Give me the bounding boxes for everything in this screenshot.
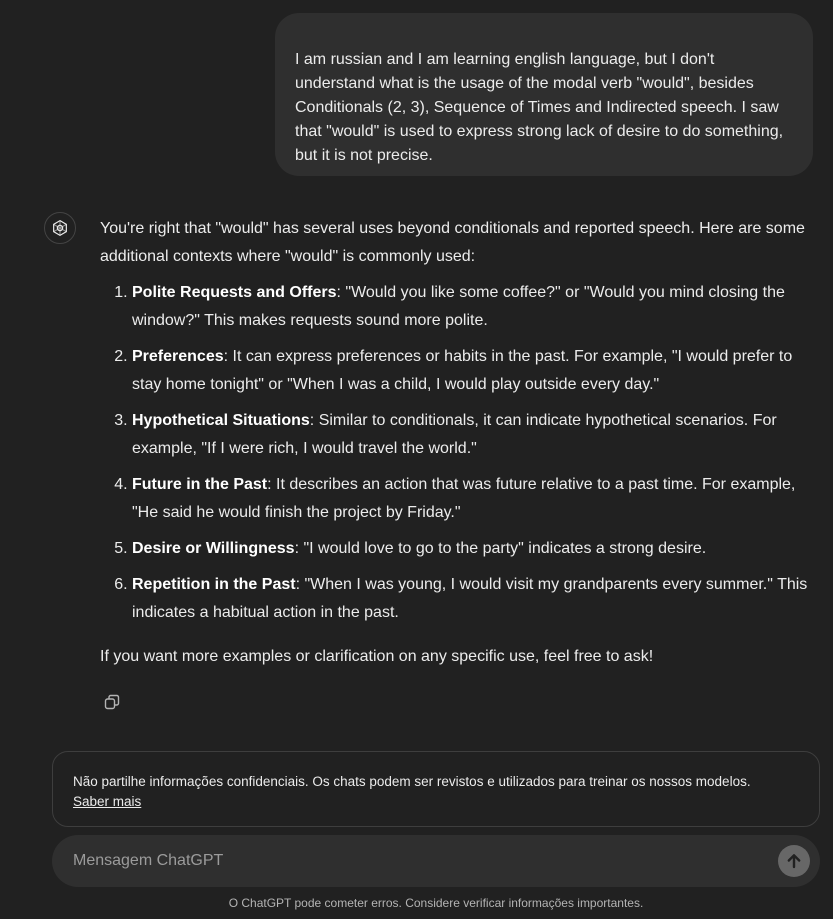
list-item-title: Polite Requests and Offers — [132, 284, 337, 301]
message-composer — [52, 835, 820, 887]
list-item-text: : "When I was young, I would visit my grandparents every summer." This indicates a habitual action in the past. — [132, 576, 808, 621]
list-item — [132, 471, 818, 527]
usage-list — [100, 279, 818, 627]
copy-button[interactable] — [101, 692, 123, 712]
user-message-bubble — [275, 13, 813, 176]
list-item-text: : "Would you like some coffee?" or "Would you mind closing the window?" This makes requests sound more polite. — [132, 284, 785, 329]
list-item-text: : It describes an action that was future relative to a past time. For example, "He said he would finish the project by Friday." — [132, 476, 796, 521]
privacy-notice — [52, 751, 820, 827]
list-item — [132, 279, 818, 335]
assistant-closing: If you want more examples or clarification on any specific use, feel free to ask! — [100, 648, 654, 665]
copy-icon — [104, 694, 120, 710]
list-item-title: Hypothetical Situations — [132, 412, 310, 429]
message-input[interactable] — [52, 835, 778, 887]
list-item — [132, 535, 818, 563]
arrow-up-icon — [785, 852, 803, 870]
assistant-avatar — [44, 212, 76, 244]
learn-more-link[interactable]: Saber mais — [73, 794, 142, 809]
disclaimer-text: O ChatGPT pode cometer erros. Considere verificar informações importantes. — [228, 896, 644, 910]
list-item — [132, 407, 818, 463]
list-item — [132, 343, 818, 399]
list-item-text: : "I would love to go to the party" indicates a strong desire. — [294, 540, 707, 557]
openai-logo-icon — [50, 218, 70, 238]
send-button[interactable] — [778, 845, 810, 877]
list-item-title: Repetition in the Past — [132, 576, 296, 593]
user-message-text: I am russian and I am learning english language, but I don't understand what is the usage of the modal verb "would", besides Conditionals (2, 3), Sequence of Times and Indirected speech. I saw that "would" is used to express strong lack of desire to do something, but it is not precise. — [295, 51, 784, 164]
privacy-notice-text: Não partilhe informações confidenciais. Os chats podem ser revistos e utilizados para treinar os nossos modelos. — [73, 774, 751, 789]
list-item-text: : Similar to conditionals, it can indicate hypothetical scenarios. For example, "If I were rich, I would travel the world." — [132, 412, 777, 457]
list-item-title: Preferences — [132, 348, 224, 365]
list-item-title: Desire or Willingness — [132, 540, 295, 557]
list-item — [132, 571, 818, 627]
assistant-intro: You're right that "would" has several uses beyond conditionals and reported speech. Here are some additional contexts where "would" is commonly used: — [100, 220, 805, 265]
list-item-text: : It can express preferences or habits in the past. For example, "I would prefer to stay home tonight" or "When I was a child, I would play outside every day." — [132, 348, 793, 393]
list-item-title: Future in the Past — [132, 476, 268, 493]
assistant-message — [100, 215, 818, 671]
